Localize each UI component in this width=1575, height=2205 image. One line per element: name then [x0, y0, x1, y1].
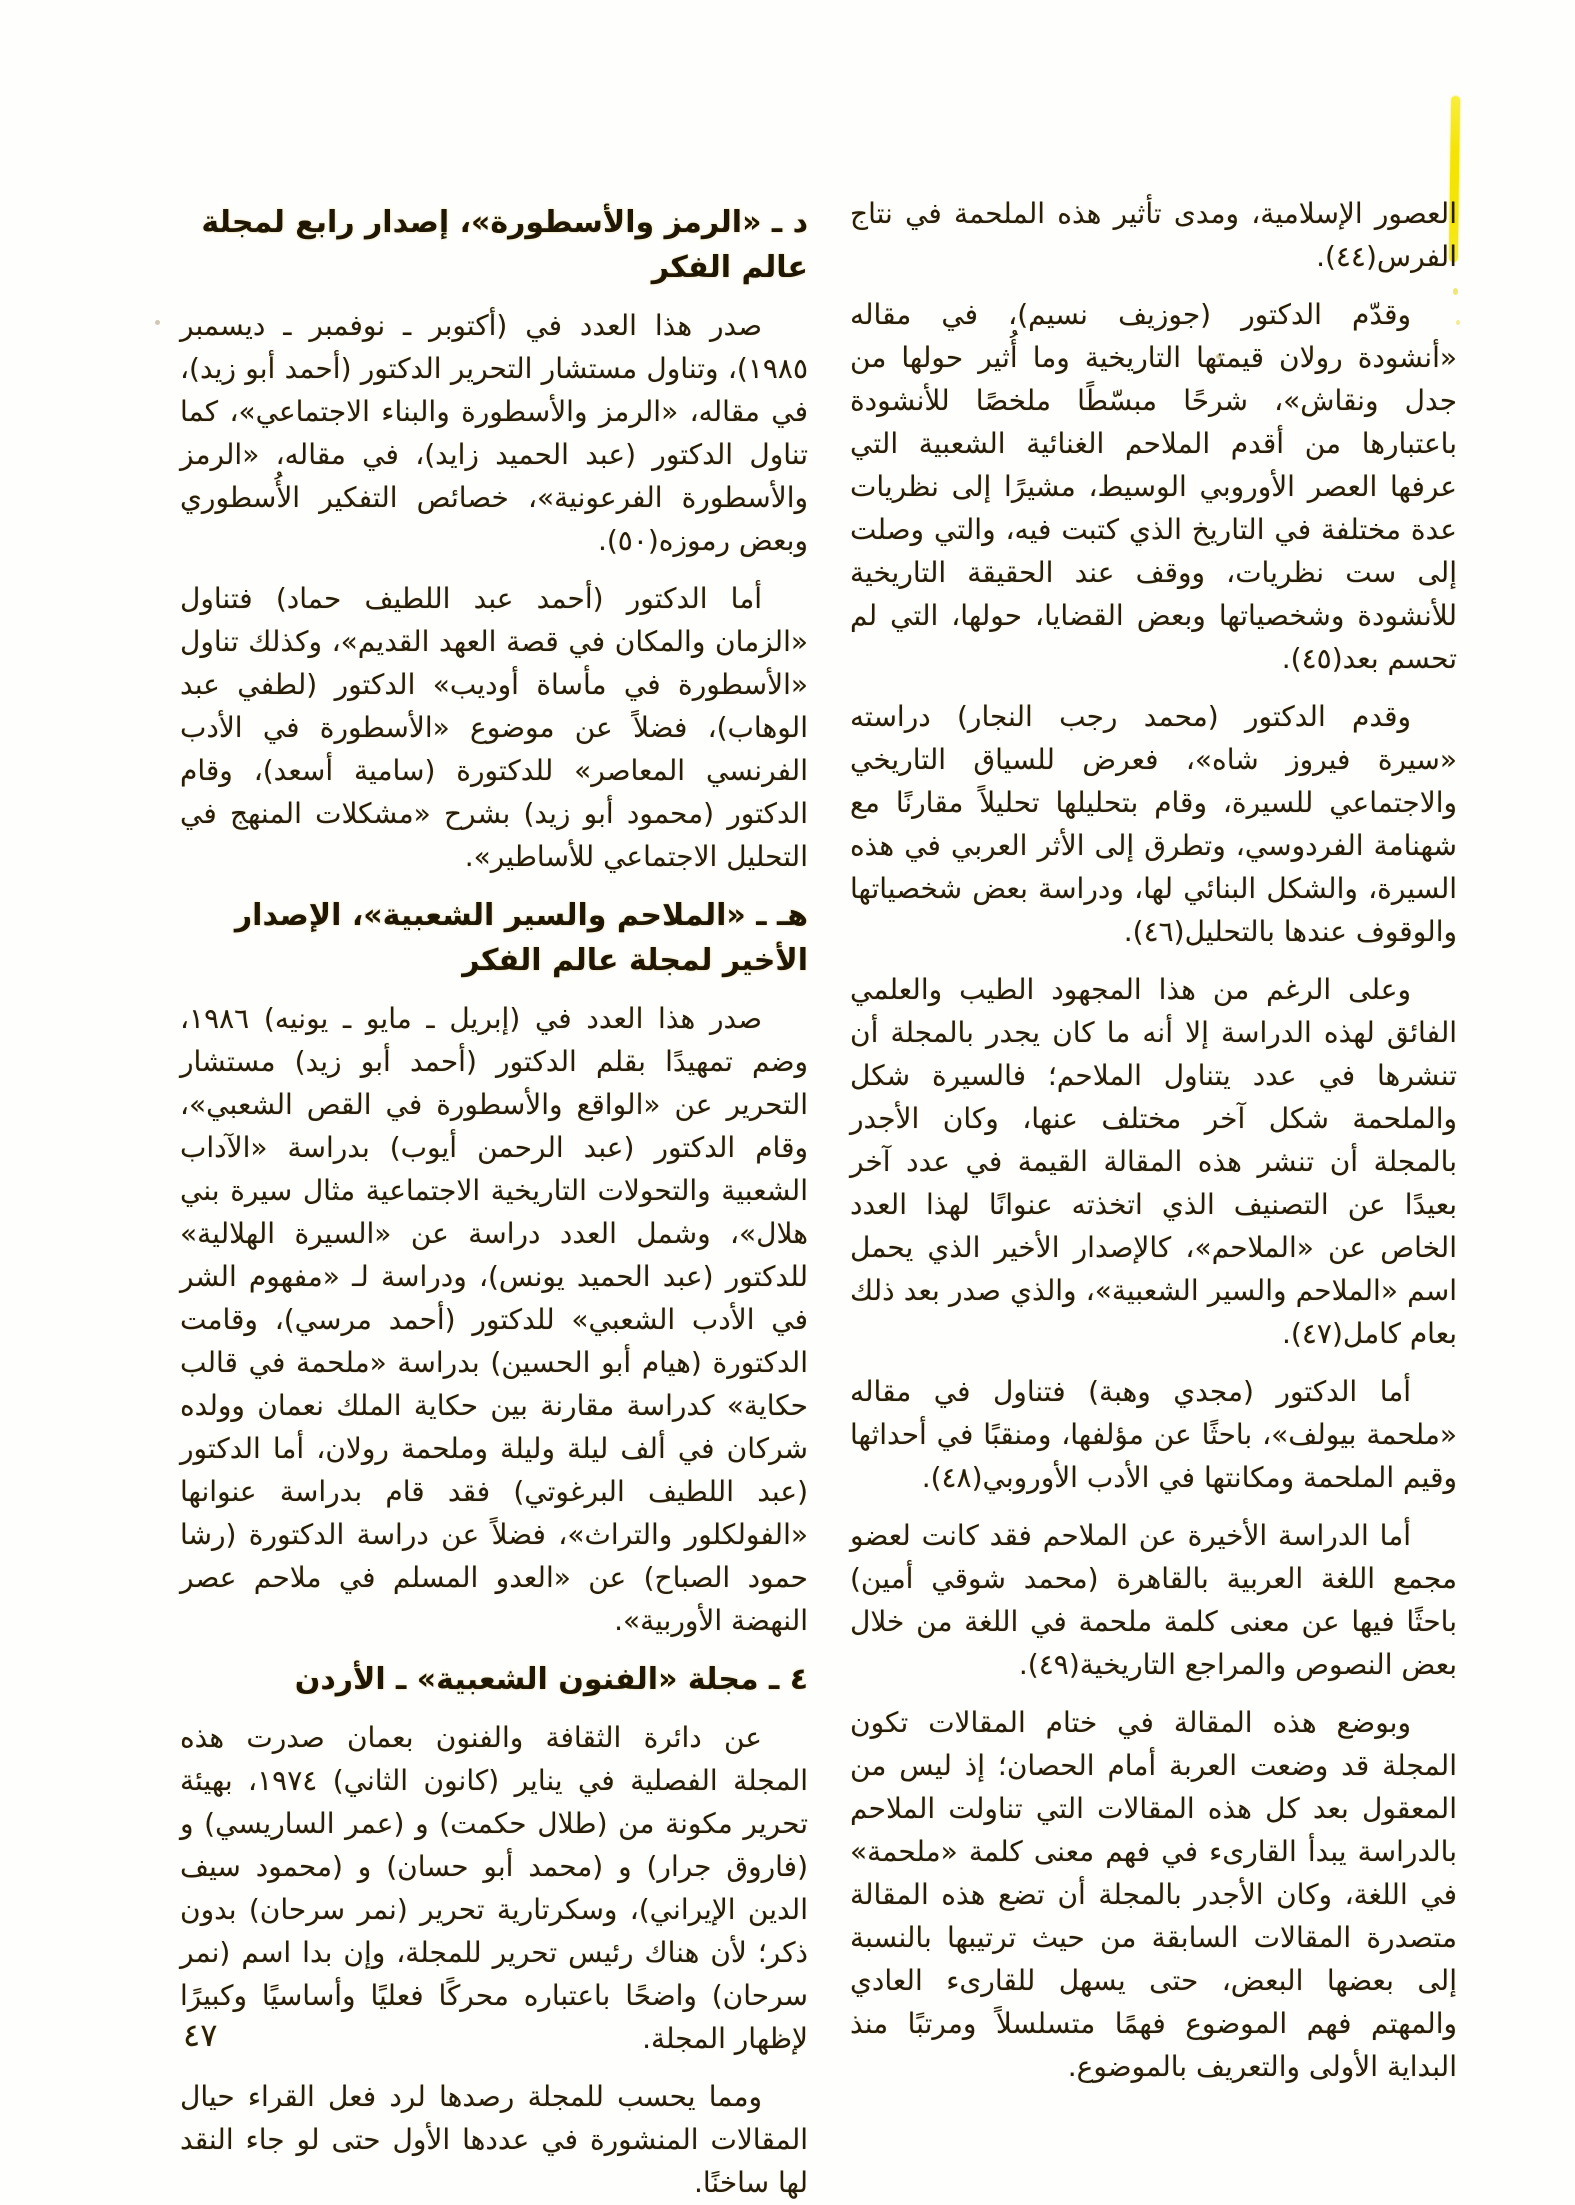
section-heading-ha: هـ ـ «الملاحم والسير الشعبية»، الإصدار الأخير لمجلة عالم الفكر: [234, 898, 808, 978]
paragraph: أما الدكتور (أحمد عبد اللطيف حماد) فتناول «الزمان والمكان في قصة العهد القديم»، وكذلك تناول «الأسطورة في مأساة أوديب» الدكتور (لطفي عبد الوهاب)، فضلاً عن موضوع «الأسطورة في الأدب الفرنسي المعاصر» للدكتورة (سامية أسعد)، وقام الدكتور (محمود أبو زيد) بشرح «مشكلات المنهج في التحليل الاجتماعي للأساطير».: [180, 582, 808, 873]
paragraph: صدر هذا العدد في (أكتوبر ـ نوفمبر ـ ديسمبر ١٩٨٥)، وتناول مستشار التحرير الدكتور (أحمد أبو زيد)، في مقاله، «الرمز والأسطورة والبناء الاجتماعي»، كما تناول الدكتور (عبد الحميد زايد)، في مقاله، «الرمز والأسطورة الفرعونية»، خصائص التفكير الأُسطوري وبعض رموزه(٥٠).: [180, 309, 808, 557]
column-left: [180, 200, 808, 2205]
paragraph: أما الدكتور (مجدي وهبة) فتناول في مقاله «ملحمة بيولف»، باحثًا عن مؤلفها، ومنقبًا في أحداثها وقيم الملحمة ومكانتها في الأدب الأوروبي(٤٨).: [850, 1375, 1457, 1494]
paragraph: ومما يحسب للمجلة رصدها لرد فعل القراء حيال المقالات المنشورة في عددها الأول حتى لو جاء النقد لها ساخنًا.: [180, 2080, 808, 2199]
paragraph: عن دائرة الثقافة والفنون بعمان صدرت هذه المجلة الفصلية في يناير (كانون الثاني) ١٩٧٤، بهيئة تحرير مكونة من (طلال حكمت) و (عمر الساريسي) و (فاروق جرار) و (محمد أبو حسان) و (محمود سيف الدين الإيراني)، وسكرتارية تحرير (نمر سرحان) بدون ذكر؛ لأن هناك رئيس تحرير للمجلة، وإن بدا اسم (نمر سرحان) واضحًا باعتباره محركًا فعليًا وأساسيًا وكبيرًا لإظهار المجلة.: [180, 1721, 809, 2055]
paragraph: وعلى الرغم من هذا المجهود الطيب والعلمي الفائق لهذه الدراسة إلا أنه ما كان يجدر بالمجلة أن تنشرها في عدد يتناول الملاحم؛ فالسيرة شكل والملحمة شكل آخر مختلف عنها، وكان الأجدر بالمجلة أن تنشر هذه المقالة القيمة في عدد آخر بعيدًا عن التصنيف الذي اتخذته عنوانًا لهذا العدد الخاص عن «الملاحم»، كالإصدار الأخير الذي يحمل اسم «الملاحم والسير الشعبية»، والذي صدر بعد ذلك بعام كامل(٤٧).: [850, 973, 1457, 1350]
section-heading-4: ٤ ـ مجلة «الفنون الشعبية» ـ الأردن: [294, 1662, 808, 1697]
paragraph: وبوضع هذه المقالة في ختام المقالات تكون المجلة قد وضعت العربة أمام الحصان؛ إذ ليس من المعقول بعد كل هذه المقالات التي تناولت الملاحم بالدراسة يبدأ القارىء في فهم معنى كلمة «ملحمة» في اللغة، وكان الأجدر بالمجلة أن تضع هذه المقالة متصدرة المقالات السابقة من حيث ترتيبها بالنسبة إلى بعضها البعض، حتى يسهل للقارىء العادي والمهتم فهم الموضوع فهمًا متسلسلاً ومرتبًا منذ البداية الأولى والتعريف بالموضوع.: [850, 1706, 1457, 2083]
scan-speck: [155, 320, 160, 325]
paragraph: وقدّم الدكتور (جوزيف نسيم)، في مقاله «أنشودة رولان قيمتها التاريخية وما أُثير حولها من جدل ونقاش»، شرحًا مبسّطًا ملخصًا للأنشودة باعتبارها من أقدم الملاحم الغنائية الشعبية التي عرفها العصر الأوروبي الوسيط، مشيرًا إلى نظريات عدة مختلفة في التاريخ الذي كتبت فيه، والتي وصلت إلى ست نظريات، ووقف عند الحقيقة التاريخية للأنشودة وشخصياتها وبعض القضايا، حولها، التي لم تحسم بعد(٤٥).: [850, 298, 1457, 675]
page-number: ٤٧: [183, 2016, 218, 2054]
paragraph: العصور الإسلامية، ومدى تأثير هذه الملحمة في نتاج الفرس(٤٤).: [850, 197, 1457, 273]
paragraph: أما الدراسة الأخيرة عن الملاحم فقد كانت لعضو مجمع اللغة العربية بالقاهرة (محمد شوقي أمين) باحثًا فيها عن معنى كلمة ملحمة في اللغة من خلال بعض النصوص والمراجع التاريخية(٤٩).: [850, 1519, 1457, 1681]
section-heading-dal: د ـ «الرمز والأسطورة»، إصدار رابع لمجلة عالم الفكر: [201, 205, 808, 285]
paragraph: وقدم الدكتور (محمد رجب النجار) دراسته «سيرة فيروز شاه»، فعرض للسياق التاريخي والاجتماعي للسيرة، وقام بتحليلها تحليلاً مقارنًا مع شهنامة الفردوسي، وتطرق إلى الأثر العربي في هذه السيرة، والشكل البنائي لها، ودراسة بعض شخصياتها والوقوف عندها بالتحليل(٤٦).: [850, 700, 1457, 948]
column-right: [850, 192, 1457, 2103]
paragraph: صدر هذا العدد في (إبريل ـ مايو ـ يونيه) ١٩٨٦، وضم تمهيدًا بقلم الدكتور (أحمد أبو زيد) مستشار التحرير عن «الواقع والأسطورة في القص الشعبي»، وقام الدكتور (عبد الرحمن أيوب) بدراسة «الآداب الشعبية والتحولات التاريخية الاجتماعية مثال سيرة بني هلال»، وشمل العدد دراسة عن «السيرة الهلالية» للدكتور (عبد الحميد يونس)، ودراسة لـ «مفهوم الشر في الأدب الشعبي» للدكتور (أحمد مرسي)، وقامت الدكتورة (هيام أبو الحسين) بدراسة «ملحمة في قالب حكاية» كدراسة مقارنة بين حكاية الملك نعمان وولده شركان في ألف ليلة وليلة وملحمة رولان، أما الدكتور (عبد اللطيف البرغوتي) فقد قام بدراسة عنوانها «الفولكلور والتراث»، فضلاً عن دراسة الدكتورة (رشا حمود الصباح) عن «العدو المسلم في ملاحم عصر النهضة الأوربية».: [180, 1002, 808, 1637]
